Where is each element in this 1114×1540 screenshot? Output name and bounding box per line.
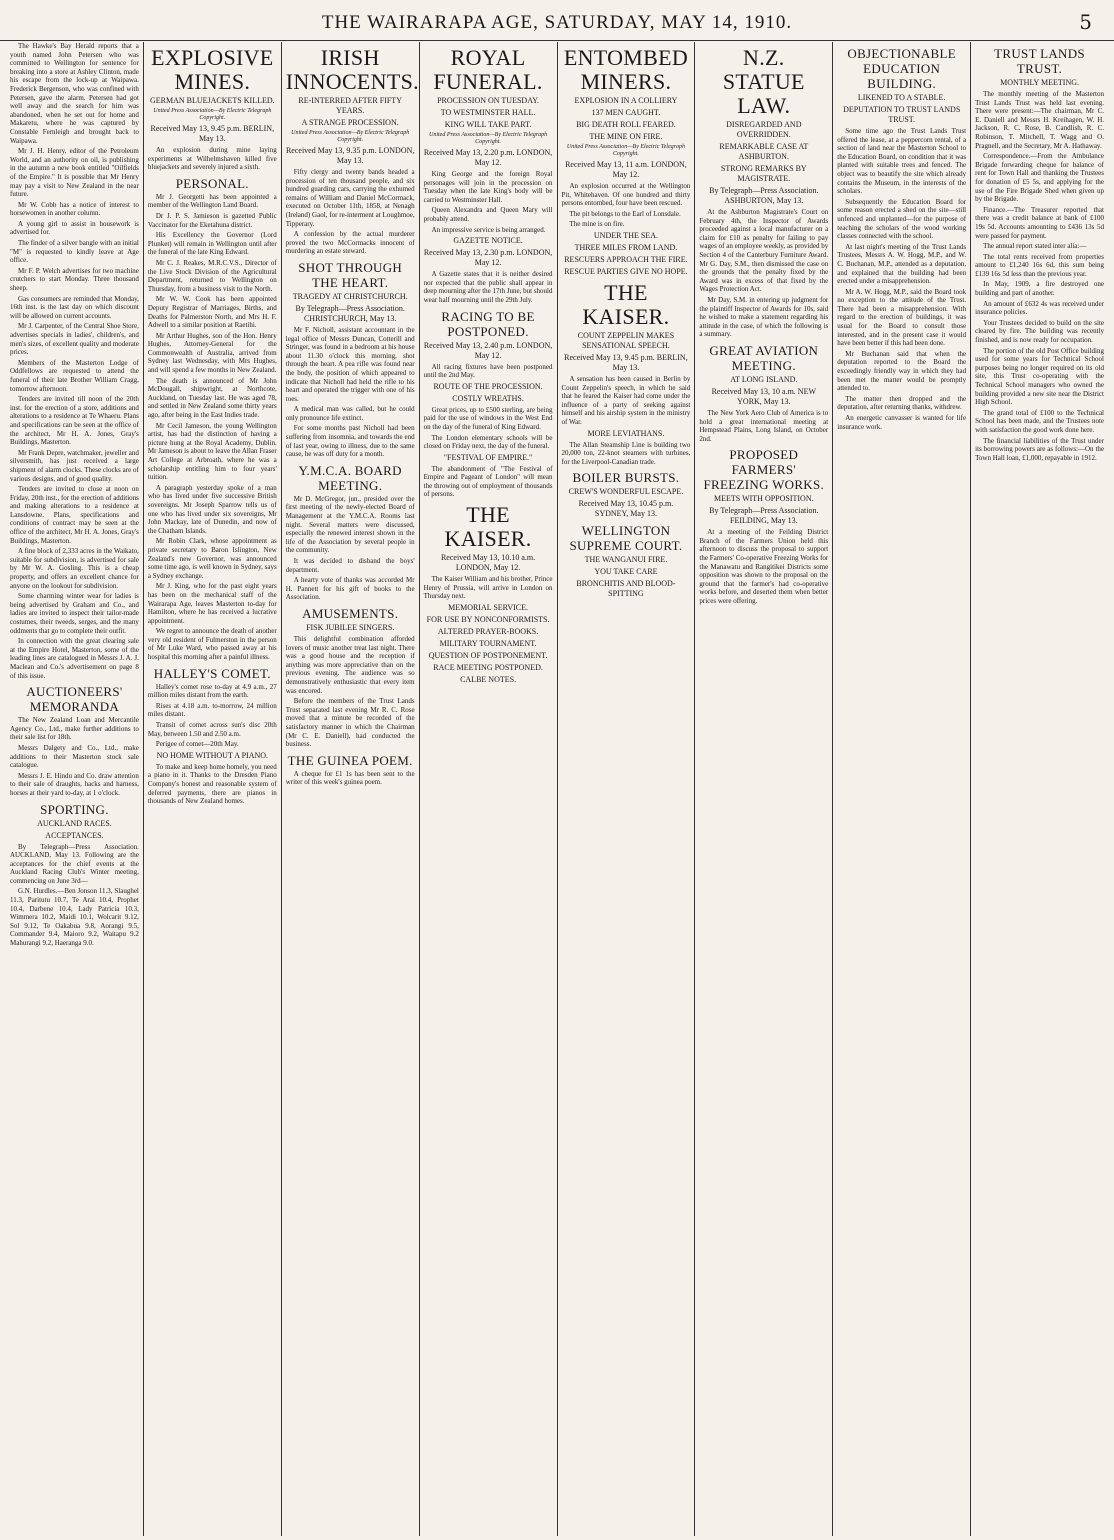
- article-paragraph: The Hawke's Bay Herald reports that a youth named John Petersen who was committed to Wellington for sentence for breaking into a store at Ashley Clinton, made his escape from the lock-up at Waipawa. Frederick Bergenson, who was confined with Petersen, gave the alarm. Petersen had got well away and the search for him was abandoned, when he set out for home and Makaretu, where he was captured by Constable Fernleigh and brought back to Waipawa.: [10, 42, 139, 145]
- subheading: Received May 13, 10.10 a.m. LONDON, May 12.: [440, 553, 536, 573]
- subheading: STRONG REMARKS BY MAGISTRATE.: [720, 164, 807, 183]
- subheading: DISREGARDED AND OVERRIDDEN.: [726, 120, 802, 139]
- column-7: [833, 42, 971, 1536]
- headline: SPORTING.: [40, 801, 109, 817]
- article-paragraph: Some time ago the Trust Lands Trust offered the lease, at a peppercorn rental, of a section of land near the Masterton School to the Education Board, on condition that it was planted with suitable trees and fenced. The object was to beautify the site which already contains the Museum, in the interests of the scholars.: [837, 127, 967, 196]
- article-paragraph: G.N. Hurdles.—Ben Jonson 11.3, Slaughel 11.3, Paritutu 10.7, Te Arai 10.4, Prophet 10.4, Darbene 10.4, Lady Patricia 10.3, Wimmera 10.2, Maidi 10.1, Wolcarit 9.12, Sol 9.12, Te Oakabua 9.8, Aorangi 9.5, Commander 9.4, Maioro 9.2, Waitapu 9.2 Mahurangi 9.2, Haeranga 9.0.: [10, 887, 139, 948]
- article-paragraph: At the Ashburton Magistrate's Court on February 4th, the Inspector of Awards proceeded against a local manufacturer on a claim for £10 as penalty for failing to pay wages of an employee weekly, as provided by Section 4 of the Canterbury Furniture Award. Mr G. Day, S.M., then dismissed the case on the grounds that the penalty fixed by the Award was in excess of that fixed by the Wages Protection Act.: [699, 208, 829, 294]
- article-paragraph: The Allan Steamship Line is building two 20,000 ton, 22-knot steamers with turbines, for the Liverpool-Canadian trade.: [561, 440, 691, 466]
- subheading: By Telegraph—Press Association. ASHBURTON, May 13.: [709, 186, 819, 205]
- article-paragraph: The portion of the old Post Office building used for some years for Technical School purposes being no longer required on its old site, this Trust co-operating with the Technical School managers who owned the building provided a new site near the District High School.: [975, 346, 1104, 407]
- article-paragraph: In May, 1909, a fire destroyed one building and part of another.: [975, 280, 1104, 298]
- article-paragraph: In connection with the great clearing sale at the Empire Hotel, Masterton, some of the leading lines are catalogued in Messrs J. A. J. Maclean and Co.'s advertisement on page 8 of this issue.: [10, 637, 139, 680]
- subheading: COSTLY WREATHS.: [452, 393, 524, 403]
- article-paragraph: Transit of comet across sun's disc 20th May, between 1.50 and 2.50 a.m.: [147, 721, 277, 738]
- column-3: [282, 42, 420, 1536]
- article-paragraph: Dr J. P. S. Jamieson is gazetted Public Vaccinator for the Eketahuna district.: [147, 211, 277, 229]
- headline: AUCTIONEERS' MEMORANDA: [26, 684, 123, 715]
- article-paragraph: The Kaiser William and his brother, Prince Henry of Prussia, will arrive in London on Thursday next.: [423, 575, 553, 601]
- article-paragraph: The New York Aero Club of America is to hold a great international meeting at Hempstead Plains, Long Island, on October 2nd.: [699, 408, 829, 443]
- masthead: [0, 0, 1114, 41]
- article-paragraph: We regret to announce the death of another very old resident of Fulmerston in the person of Mr Luke Ward, who passed away at his hospital this morning after a painful illness.: [147, 627, 277, 662]
- article-paragraph: Before the members of the Trust Lands Trust separated last evening Mr R. C. Rose moved that a minute be recorded of the satisfactory manner in which the Chairman (Mr C. E. Daniell), had conducted the business.: [285, 697, 415, 749]
- subheading: RE-INTERRED AFTER FIFTY YEARS.: [298, 96, 402, 115]
- subheading: PROCESSION ON TUESDAY.: [437, 96, 539, 105]
- article-paragraph: Perigee of comet—20th May.: [155, 740, 239, 749]
- headline: N.Z. STATUE LAW.: [722, 45, 805, 118]
- subheading: THREE MILES FROM LAND.: [574, 242, 678, 252]
- article-paragraph: Mr F. P. Welch advertises for two machine crutchers to start Monday. Three thousand sheep.: [10, 266, 139, 293]
- article-paragraph: Mr Robin Clark, whose appointment as private secretary to Baron Islington, New Zealand's new Governor, was announced some time ago, is well known in Sydney, says a Sydney exchange.: [147, 537, 277, 580]
- article-paragraph: The grand total of £100 to the Technical School has been made, and the Trustees note with satisfaction the good work done here.: [975, 408, 1104, 434]
- headline: THE KAISER.: [582, 279, 670, 329]
- headline: OBJECTIONABLE EDUCATION BUILDING.: [847, 46, 956, 91]
- article-paragraph: An amount of £632 4s was received under insurance policies.: [975, 299, 1104, 317]
- article-paragraph: Mr A. W. Hogg, M.P., said the Board took no exception to the attitude of the Trust. There had been a misapprehension. With regard to the erection of buildings, it was usual for the Board to consult those interested, and in the present case it would have been better if this had been done.: [837, 287, 967, 348]
- subheading: LIKENED TO A STABLE.: [857, 93, 946, 102]
- column-5: [558, 42, 696, 1536]
- article-paragraph: A Gazette states that it is neither desired nor expected that the public shall appear in deep mourning after the 17th June, but should wear half mourning until the 29th July.: [423, 270, 553, 304]
- subheading: ALTERED PRAYER-BOOKS.: [437, 626, 539, 636]
- article-paragraph: Subsequently the Education Board for some reason erected a shed on the site—still unfenced and unplanted—for the purpose of teaching the scholars of the wood working classes connected with the school.: [837, 197, 967, 241]
- subheading: Received May 13, 11 a.m. LONDON, May 12.: [565, 160, 687, 179]
- headline: WELLINGTON SUPREME COURT.: [569, 523, 683, 554]
- article-paragraph: A confession by the actual murderer proved the two McCormacks innocent of murdering an estate steward.: [285, 230, 415, 256]
- headline: ROYAL FUNERAL.: [433, 45, 543, 94]
- subheading: FISK JUBILEE SINGERS.: [306, 622, 395, 632]
- subheading: RESCUERS APPROACH THE FIRE.: [564, 254, 688, 264]
- newspaper-title: THE WAIRARAPA AGE, SATURDAY, MAY 14, 1910.: [321, 12, 793, 33]
- article-paragraph: All racing fixtures have been postponed until the 2nd May.: [423, 362, 553, 380]
- subheading: NO HOME WITHOUT A PIANO.: [156, 750, 269, 760]
- article-paragraph: The total rents received from properties amount to £1,240 16s 6d, this sum being £139 16s 5d less than the previous year.: [975, 252, 1104, 278]
- article-paragraph: At last night's meeting of the Trust Lands Trustees, Messrs A. W. Hogg, M.P., and W. C. Buchanan, M.P., attended as a deputation, and explained that the building had been erected under a misapprehension.: [837, 242, 967, 286]
- article-paragraph: The death is announced of Mr John McDougall, shipwright, at Northcote, Auckland, on Tuesday last. He was aged 78, and settled in New Zealand some thirty years ago, after being in the East Indies trade.: [147, 376, 277, 420]
- article-paragraph: Mr Frank Depre, watchmaker, jeweller and silversmith, has just received a large shipment of alarm clocks. These clocks are of various designs, and of good quality.: [10, 448, 139, 483]
- wire-credit: United Press Association—By Electric Telegraph Copyright.: [429, 132, 548, 145]
- article-paragraph: The finder of a silver bangle with an initial "M" is requested to kindly leave at Age office.: [10, 239, 139, 265]
- headline: PERSONAL.: [175, 175, 249, 191]
- column-8: [971, 42, 1108, 1536]
- subheading: Received May 13, 9.35 p.m. LONDON, May 13.: [285, 146, 415, 165]
- headline: EXPLOSIVE MINES.: [151, 45, 274, 94]
- page-number: 5: [1079, 10, 1092, 34]
- article-paragraph: Mr Buchanan said that when the deputation reported to the Board the exceedingly friendly way in which they had been met the matter would be promptly attended to.: [837, 349, 967, 393]
- subheading: EXPLOSION IN A COLLIERY: [574, 96, 678, 105]
- subheading: REMARKABLE CASE AT ASHBURTON.: [719, 142, 809, 161]
- subheading: THE MINE ON FIRE.: [589, 132, 663, 141]
- article-paragraph: Halley's comet rose to-day at 4.9 a.m., 27 million miles distant from the earth.: [147, 682, 277, 700]
- headline: AMUSEMENTS.: [302, 605, 399, 621]
- subheading: GERMAN BLUEJACKETS KILLED.: [149, 96, 275, 105]
- subheading: Received May 13, 2.20 p.m. LONDON, May 12.: [423, 148, 553, 167]
- article-paragraph: A sensation has been caused in Berlin by Count Zeppelin's speech, in which he said that he feared the Kaiser had come under the influence of a party of seeking against himself and his airship system in the ministry of War.: [561, 374, 691, 426]
- article-paragraph: Finance.—The Treasurer reported that there was a credit balance at bank of £100 19s 5d. Accounts amounting to £436 13s 5d were passed for payment.: [975, 205, 1104, 240]
- article-paragraph: A young girl to assist in housework is advertised for.: [10, 219, 139, 237]
- article-paragraph: The matter then dropped and the deputation, after returning thanks, withdrew.: [837, 394, 967, 412]
- article-paragraph: An explosion occurred at the Wellington Pit, Whitehaven. Of one hundred and thirty persons entombed, four have been rescued.: [561, 182, 691, 208]
- subheading: TRAGEDY AT CHRISTCHURCH.: [292, 291, 408, 301]
- subheading: "FESTIVAL OF EMPIRE.": [443, 452, 533, 462]
- subheading: Received May 13, 9.45 p.m. BERLIN, May 13.: [150, 124, 275, 143]
- article-paragraph: This delightful combination afforded lovers of music another treat last night. There was a good house and the reception if anything was more appreciative than on the previous evening. The audience was so demonstratively enthusiastic that every item was encored.: [285, 634, 415, 695]
- wire-credit: United Press Association—By Electric Telegraph Copyright.: [153, 108, 272, 121]
- headline: TRUST LANDS TRUST.: [994, 46, 1085, 76]
- article-paragraph: Rises at 4.18 a.m. to-morrow, 24 million miles distant.: [147, 701, 277, 719]
- subheading: BRONCHITIS AND BLOOD-SPITTING: [576, 579, 676, 599]
- subheading: KING WILL TAKE PART.: [444, 120, 532, 129]
- subheading: MEMORIAL SERVICE.: [448, 602, 529, 612]
- subheading: A STRANGE PROCESSION.: [301, 118, 399, 127]
- article-paragraph: An explosion during mine laying experiments at Wilhelmshaven killed five bluejackets and severely injured a sixth.: [147, 146, 277, 172]
- article-paragraph: A medical man was called, but he could only pronounce life extinct.: [285, 405, 415, 422]
- article-paragraph: Mr F. Nicholl, assistant accountant in the legal office of Messrs Duncan, Cotterill and Stringer, was found in a bedroom at his house about 11.30 o'clock this morning, shot through the heart. A pea rifle was found near the body, the position of which appeared to indicate that Nicholl had held the rifle to his heart and operated the trigger with one of his toes.: [285, 325, 415, 403]
- article-paragraph: King George and the foreign Royal personages will join in the procession on Tuesday when the late King's body will be carried to Westminster Hall.: [423, 170, 553, 204]
- subheading: GAZETTE NOTICE.: [453, 236, 523, 246]
- subheading: MONTHLY MEETING.: [1000, 78, 1079, 87]
- article-paragraph: Queen Alexandra and Queen Mary will probably attend.: [423, 206, 553, 223]
- article-paragraph: Tenders are invited till noon of the 20th inst. for the erection of a store, additions and alterations to a residence at Te Whaeru. Plans and specifications can be seen at the office of the architect, Mr H. A. Jones, Gray's Buildings, Masterton.: [10, 395, 139, 447]
- article-paragraph: Tenders are invited to close at noon on Friday, 20th inst., for the erection of additions and making alterations to a residence at Lansdowne. Plans, specifications and conditions of contract may be seen at the office of the architect, Mr H. A. Jones, Gray's Buildings, Masterton.: [10, 485, 139, 545]
- article-paragraph: Mr J. King, who for the past eight years has been on the mechanical staff of the Wairarapa Age, leaves Masterton to-day for Hamilton, where he has received a lucrative appointment.: [147, 582, 277, 625]
- subheading: QUESTION OF POSTPONEMENT.: [428, 650, 548, 660]
- article-paragraph: Mr W. W. Cook has been appointed Deputy Registrar of Marriages, Births, and Deaths for Palmerston North, and Mrs H. F. Adwell to a similar position at Raetihi.: [147, 295, 277, 330]
- subheading: AT LONG ISLAND.: [730, 374, 798, 384]
- headline: GREAT AVIATION MEETING.: [709, 342, 819, 373]
- subheading: 137 MEN CAUGHT.: [591, 108, 661, 117]
- headline: Y.M.C.A. BOARD MEETING.: [298, 462, 402, 493]
- subheading: ROUTE OF THE PROCESSION.: [433, 381, 543, 391]
- article-paragraph: Mr C. J. Reakes, M.R.C.V.S., Director of the Live Stock Division of the Agricultural Department, returned to Wellington on Thursday, from a business visit to the North.: [147, 258, 277, 293]
- article-paragraph: Mr J. H. Henry, editor of the Petroleum World, and an authority on oil, is publishing in the autumn a new book entitled "Oilfields of the Empire." It is possible that Mr Henry may pay a visit to New Zealand in the near future.: [10, 147, 139, 199]
- article-paragraph: Mr Arthur Hughes, son of the Hon. Henry Hughes, Attorney-General for the Commonwealth of Australia, arrived from Sydney last Wednesday, with Mrs Hughes, and will spend a few months in New Zealand.: [147, 331, 277, 375]
- headline: ENTOMBED MINERS.: [563, 45, 689, 94]
- article-paragraph: Mr Day, S.M. in entering up judgment for the plaintiff Inspector of Awards for 10s, said he wished to make a statement regarding his attitude in the case, of which the following is a summary.: [699, 295, 829, 339]
- article-paragraph: Some charming winter wear for ladies is being advertised by Graham and Co., and ladies are invited to inspect their tailor-made costumes, their tweeds, serges, and the many oddments that go to complete their outfit.: [10, 592, 139, 635]
- subheading: RACE MEETING POSTPONED.: [433, 662, 543, 672]
- subheading: MEETS WITH OPPOSITION.: [713, 494, 814, 504]
- subheading: RESCUE PARTIES GIVE NO HOPE.: [564, 266, 688, 276]
- article-paragraph: The annual report stated inter alia:—: [983, 242, 1087, 251]
- subheading: CREW'S WONDERFUL ESCAPE.: [568, 487, 684, 497]
- article-paragraph: Mr W. Cobb has a notice of interest to horsewomen in another column.: [10, 200, 139, 218]
- subheading: THE WANGANUI FIRE.: [584, 555, 668, 565]
- article-paragraph: A hearty vote of thanks was accorded Mr H. Pannett for his gift of books to the Association.: [285, 576, 415, 602]
- subheading: YOU TAKE CARE: [594, 567, 658, 577]
- article-paragraph: The monthly meeting of the Masterton Trust Lands Trust was held last evening. There were present:—The chairman, Mr C. E. Daniell and Messrs H. Kreihagen, W. H. Jackson, R. C. Rose, B. Candlish, R. C. Robinson, T. Mitchell, T. Wagg and O. Pragnell, and the Secretary, Mr A. Hathaway.: [975, 90, 1104, 150]
- subheading: By Telegraph—Press Association. CHRISTCHURCH, May 13.: [295, 303, 405, 323]
- headline: BOILER BURSTS.: [572, 470, 680, 486]
- subheading: AUCKLAND RACES.: [37, 818, 112, 828]
- article-paragraph: Messrs J. E. Hindu and Co. draw attention to their sale of draughts, hacks and harness, horses at their yard to-day, at 1 o'clock.: [10, 771, 139, 797]
- headline: THE GUINEA POEM.: [287, 752, 413, 768]
- article-paragraph: The mine is on fire.: [569, 220, 625, 229]
- subheading: By Telegraph—Press Association. FEILDING, May 13.: [709, 506, 819, 526]
- article-paragraph: Correspondence.—From the Ambulance Brigade forwarding cheque for balance of rent for Town Hall and thanking the Trustees for donation of £5 5s, and applying for the use of the Fire Brigade Shed when given up by the Brigade.: [975, 152, 1104, 204]
- article-paragraph: To make and keep home homely, you need a piano in it. Thanks to the Dresden Piano Company's honest and reasonable system of deferred payments, there are pianos in thousands of New Zealand homes.: [147, 762, 277, 806]
- article-paragraph: Mr J. Carpenter, of the Central Shoe Store, advertises specials in ladies', children's, and men's sizes, of excellent quality and moderate prices.: [10, 322, 139, 357]
- article-paragraph: A cheque for £1 1s has been sent to the writer of this week's guinea poem.: [285, 769, 415, 787]
- article-paragraph: The London elementary schools will be closed on Friday next, the day of the funeral.: [423, 433, 553, 451]
- subheading: Received May 13, 2.30 p.m. LONDON, May 12.: [423, 248, 553, 268]
- article-paragraph: The abandonment of "The Festival of Empire and Pageant of London" will mean the throwing out of employment of thousands of persons.: [423, 464, 553, 499]
- subheading: Received May 13, 9.45 p.m. BERLIN, May 13.: [564, 352, 688, 372]
- article-paragraph: Your Trustees decided to build on the site cleared by fire. The building was recently finished, and is now ready for occupation.: [975, 318, 1104, 345]
- headline: THE KAISER.: [444, 502, 532, 552]
- article-paragraph: Fifty clergy and twenty bands headed a procession of ten thousand people, and six hundred guarding cars, carrying the exhumed remains of William and Daniel McCormack, executed on October 11th, 1858, at Nenagh (Ireland) Gaol, for re-interment at Loughmoe, Tipperary.: [285, 168, 415, 228]
- headline: HALLEY'S COMET.: [153, 665, 271, 681]
- article-paragraph: Members of the Masterton Lodge of Oddfellows are requested to attend the funeral of their late Brother William Cragg, tomorrow afternoon.: [10, 358, 139, 393]
- article-paragraph: Mr D. McGregor, jun., presided over the first meeting of the newly-elected Board of Management at the Y.M.C.A. Rooms last night. Several matters were discussed, especially the renewed interest shown in the life of the Association by several people in the community.: [285, 494, 415, 555]
- article-paragraph: The New Zealand Loan and Mercantile Agency Co., Ltd., make further additions to their sale list for 18th.: [10, 716, 139, 742]
- wire-credit: United Press Association—By Electric Telegraph Copyright.: [566, 144, 685, 157]
- article-paragraph: Great prices, up to £500 sterling, are being paid for the use of windows in the West End on the day of the funeral of King Edward.: [423, 405, 553, 431]
- article-paragraph: A paragraph yesterday spoke of a man who has lived under five successive British sovereigns. Mr Joseph Sparrow tells us of one who has lived under six sovereigns, Mr John Mackay, late of Dunedin, and now of the Chatham Islands.: [147, 483, 277, 535]
- article-paragraph: A fine block of 2,333 acres in the Waikato, suitable for subdivision, is advertised for sale by Mr W. A. Gosling. This is a cheap property, and offers an excellent chance for anyone on the lookout for subdivision.: [10, 547, 139, 590]
- columns-container: [6, 42, 1108, 1536]
- article-paragraph: Messrs Dalgety and Co., Ltd., make additions to their Masterton stock sale catalogue.: [10, 743, 139, 770]
- subheading: TO WESTMINSTER HALL.: [440, 108, 536, 117]
- article-paragraph: By Telegraph—Press Association. AUCKLAND, May 13. Following are the acceptances for the chief events at the Auckland Racing Club's Winter meeting, commencing on June 3rd—: [10, 842, 139, 885]
- article-paragraph: For some months past Nicholl had been suffering from insomnia, and towards the end of last year, owing to illness, due to the same cause, he was off duty for a month.: [285, 424, 415, 459]
- subheading: Received May 13, 10 a.m. NEW YORK, May 13.: [711, 386, 817, 406]
- subheading: UNDER THE SEA.: [593, 230, 658, 240]
- subheading: CALBE NOTES.: [460, 674, 517, 684]
- subheading: FOR USE BY NONCONFORMISTS.: [426, 614, 550, 624]
- article-paragraph: Gas consumers are reminded that Monday, 16th inst. is the last day on which discount will be allowed on current accounts.: [10, 294, 139, 320]
- subheading: BIG DEATH ROLL FEARED.: [576, 120, 676, 129]
- article-paragraph: His Excellency the Governor (Lord Plunket) will remain in Wellington until after the funeral of the late King Edward.: [147, 231, 277, 257]
- article-paragraph: An impressive service is being arranged.: [431, 225, 546, 234]
- headline: IRISH INNOCENTS.: [285, 45, 419, 94]
- column-4: [420, 42, 558, 1536]
- wire-credit: United Press Association—By Electric Telegraph Copyright.: [291, 130, 410, 143]
- column-6: [695, 42, 833, 1536]
- column-2: [144, 42, 282, 1536]
- headline: SHOT THROUGH THE HEART.: [298, 259, 403, 290]
- subheading: COUNT ZEPPELIN MAKES SENSATIONAL SPEECH.: [577, 330, 675, 350]
- article-paragraph: The pit belongs to the Earl of Lonsdale.: [569, 209, 681, 218]
- subheading: DEPUTATION TO TRUST LANDS TRUST.: [843, 105, 961, 124]
- article-paragraph: An energetic canvasser is wanted for life insurance work.: [837, 414, 967, 431]
- subheading: MILITARY TOURNAMENT.: [439, 638, 537, 648]
- column-1: [6, 42, 144, 1536]
- subheading: ACCEPTANCES.: [45, 830, 104, 840]
- subheading: Received May 13, 10.45 p.m. SYDNEY, May 13.: [578, 499, 674, 519]
- article-paragraph: The financial liabilities of the Trust under its borrowing powers are as follows:—On the Town Hall loan, £1,000, repayable in 1912.: [975, 436, 1104, 462]
- headline: PROPOSED FARMERS' FREEZING WORKS.: [703, 447, 825, 493]
- subheading: Received May 13, 2.40 p.m. LONDON, May 12.: [423, 340, 553, 360]
- subheading: MORE LEVIATHANS.: [587, 428, 665, 438]
- headline: RACING TO BE POSTPONED.: [441, 308, 535, 339]
- article-paragraph: Mr Cecil Jameson, the young Wellington artist, has had the distinction of having a picture hung at the Royal Academy, Dublin. Mr Jameson is about to leave the Allan Fraser Art College at Arbroath, where he was a scholarship entitling him to four years' tuition.: [147, 421, 277, 482]
- article-paragraph: It was decided to disband the boys' department.: [285, 557, 415, 574]
- article-paragraph: At a meeting of the Feilding District Branch of the Farmers Union held this afternoon to discuss the proposal to support the Farmers' Co-operative Freezing Works for the Manawatu and Rangitikei Districts some opposition was shown to the proposal on the ground that the farmer's had co-operative works before, and deserted them when better prices were offering.: [699, 528, 829, 606]
- article-paragraph: Mr J. Georgetti has been appointed a member of the Wellington Land Board.: [147, 192, 277, 210]
